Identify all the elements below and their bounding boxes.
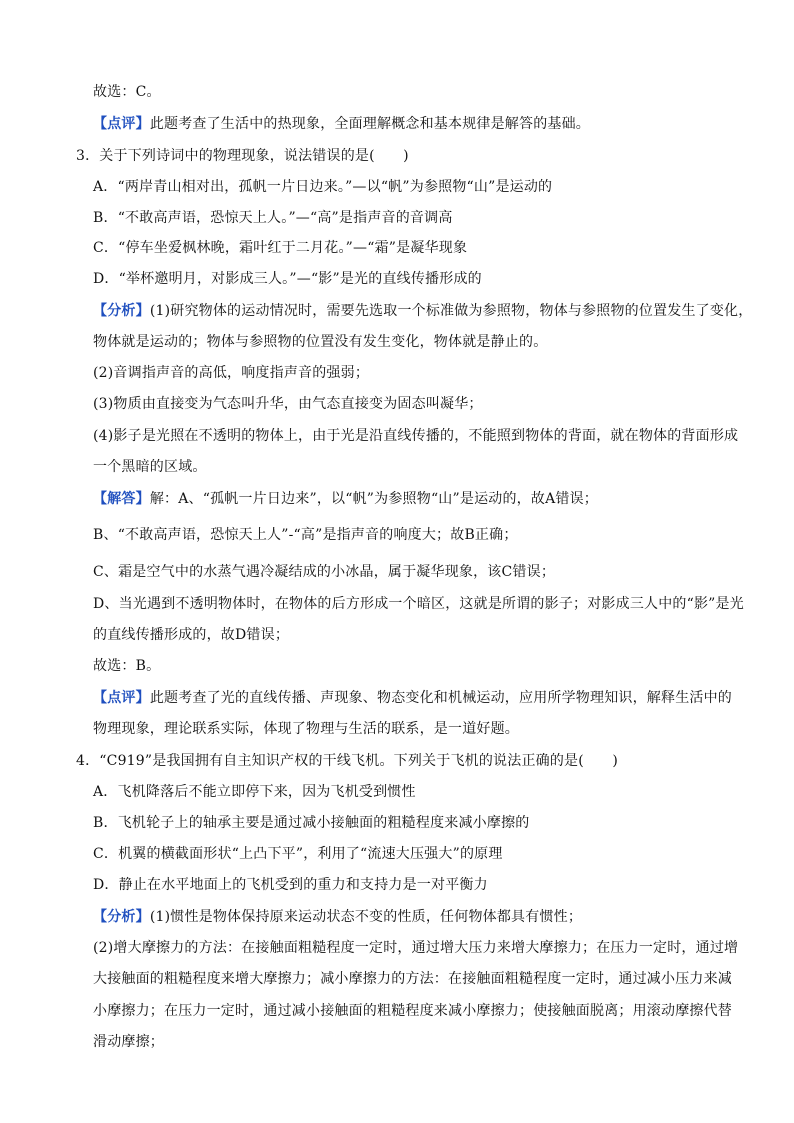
q4-option-a: A．飞机降落后不能立即停下来，因为飞机受到惯性 bbox=[93, 784, 416, 800]
q3-review-line: 物理现象，理论联系实际，体现了物理与生活的联系，是一道好题。 bbox=[93, 721, 519, 737]
q3-solution-line: 故选：B。 bbox=[93, 658, 161, 674]
review-tag: 【点评】 bbox=[93, 690, 150, 706]
q3-analysis-line: 一个黑暗的区域。 bbox=[93, 459, 207, 475]
q3-analysis-line: (4)影子是光照在不透明的物体上，由于光是沿直线传播的，不能照到物体的背面，就在物体的背面形成 bbox=[93, 428, 739, 444]
q2-answer: 故选：C。 bbox=[93, 84, 161, 100]
q3-stem: 3．关于下列诗词中的物理现象，说法错误的是( ) bbox=[76, 148, 409, 164]
review-text: 此题考查了生活中的热现象，全面理解概念和基本规律是解答的基础。 bbox=[149, 116, 591, 132]
analysis-tag: 【分析】 bbox=[93, 909, 150, 925]
q4-option-b: B．飞机轮子上的轴承主要是通过减小接触面的粗糙程度来减小摩擦的 bbox=[93, 815, 530, 831]
q4-analysis-line: 滑动摩擦； bbox=[93, 1034, 164, 1050]
q3-analysis-line: (3)物质由直接变为气态叫升华，由气态直接变为固态叫凝华； bbox=[93, 396, 483, 412]
q4-analysis-line: 小摩擦力；在压力一定时，通过减小接触面的粗糙程度来减小摩擦力；使接触面脱离；用滚动摩擦代替 bbox=[93, 1003, 732, 1019]
analysis-tag: 【分析】 bbox=[93, 303, 150, 319]
q3-solution-line: 的直线传播形成的，故D错误； bbox=[93, 627, 290, 643]
q3-analysis-line: (2)音调指声音的高低，响度指声音的强弱； bbox=[93, 365, 370, 381]
q4-option-d: D．静止在水平地面上的飞机受到的重力和支持力是一对平衡力 bbox=[93, 877, 488, 893]
review-tag: 【点评】 bbox=[93, 116, 150, 132]
q3-analysis-line bbox=[93, 301, 753, 321]
q3-option-b: B．“不敢高声语，恐惊天上人。”—“高”是指声音的音调高 bbox=[93, 210, 453, 226]
q4-stem: 4．“C919”是我国拥有自主知识产权的干线飞机。下列关于飞机的说法正确的是( ) bbox=[76, 753, 618, 769]
q4-analysis-line bbox=[93, 907, 733, 927]
q2-review bbox=[93, 114, 733, 134]
q3-solution-line: C、霜是空气中的水蒸气遇冷凝结成的小冰晶，属于凝华现象，该C错误； bbox=[93, 564, 556, 580]
q4-analysis-line: (2)增大摩擦力的方法：在接触面粗糙程度一定时，通过增大压力来增大摩擦力；在压力一定时，通过增 bbox=[93, 940, 739, 956]
q4-option-c: C．机翼的横截面形状“上凸下平”，利用了“流速大压强大”的原理 bbox=[93, 846, 503, 862]
q3-solution-line: D、当光遇到不透明物体时，在物体的后方形成一个暗区，这就是所谓的影子；对影成三人中的“影”是光 bbox=[93, 596, 744, 612]
q3-solution-line: B、“不敢高声语，恐惊天上人”-“高”是指声音的响度大；故B正确； bbox=[93, 527, 518, 543]
review-text: 此题考查了光的直线传播、声现象、物态变化和机械运动，应用所学物理知识，解释生活中的 bbox=[149, 690, 733, 706]
q3-solution-line bbox=[93, 489, 733, 509]
analysis-text: (1)惯性是物体保持原来运动状态不变的性质，任何物体都具有惯性； bbox=[149, 909, 583, 925]
solution-tag: 【解答】 bbox=[93, 491, 150, 507]
q3-analysis-line: 物体就是运动的；物体与参照物的位置没有发生变化，物体就是静止的。 bbox=[93, 334, 548, 350]
q3-option-a: A．“两岸青山相对出，孤帆一片日边来。”—以“帆”为参照物“山”是运动的 bbox=[93, 179, 553, 195]
solution-text: 解：A、“孤帆一片日边来”，以“帆”为参照物“山”是运动的，故A错误； bbox=[149, 491, 598, 507]
analysis-text: (1)研究物体的运动情况时，需要先选取一个标准做为参照物，物体与参照物的位置发生了变化， bbox=[149, 303, 753, 319]
q3-option-c: C．“停车坐爱枫林晚，霜叶红于二月花。”—“霜”是凝华现象 bbox=[93, 240, 468, 256]
q3-review-line bbox=[93, 688, 733, 708]
q3-option-d: D．“举杯邀明月，对影成三人。”—“影”是光的直线传播形成的 bbox=[93, 271, 482, 287]
q4-analysis-line: 大接触面的粗糙程度来增大摩擦力；减小摩擦力的方法：在接触面粗糙程度一定时，通过减小压力来减 bbox=[93, 971, 732, 987]
